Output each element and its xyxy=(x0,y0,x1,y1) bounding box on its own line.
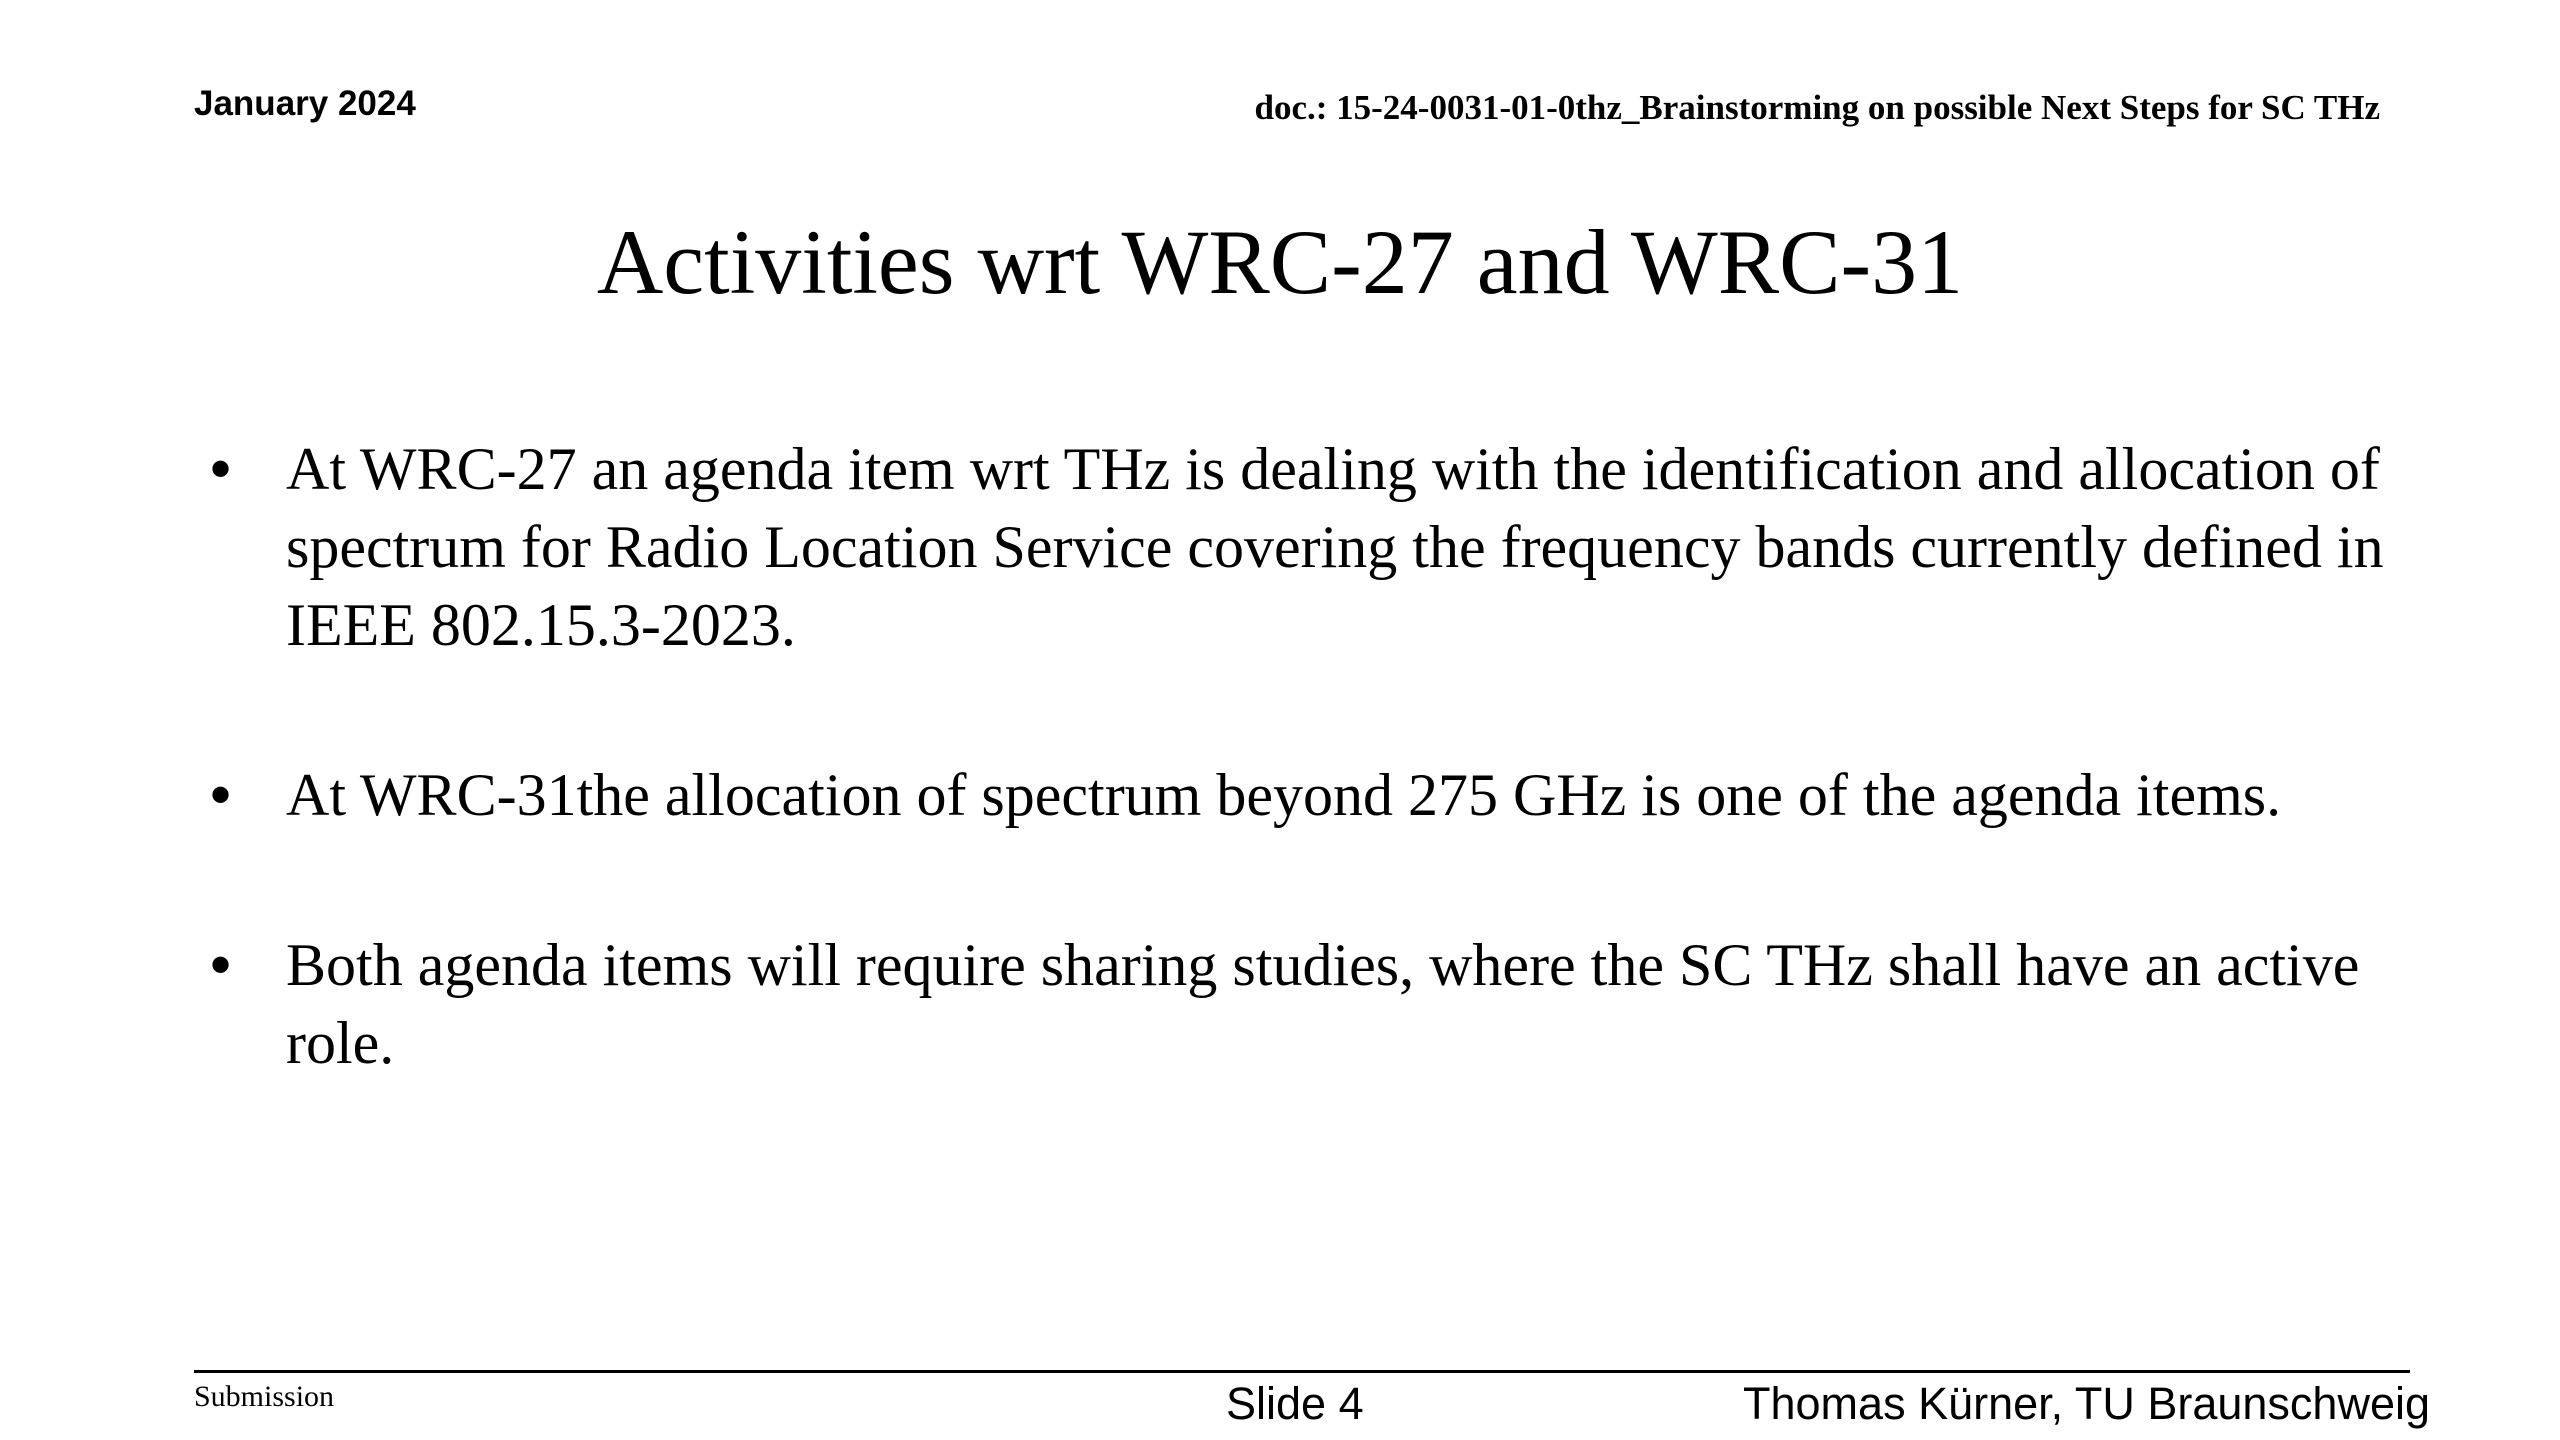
bullet-marker: • xyxy=(210,435,232,502)
bullet-item xyxy=(210,430,2410,664)
bullet-item xyxy=(210,756,2410,834)
bullet-list xyxy=(210,430,2410,1082)
bullet-text: At WRC-31the allocation of spectrum beyond 275 GHz is one of the agenda items. xyxy=(286,762,2282,828)
footer-submission: Submission xyxy=(194,1380,335,1413)
bullet-marker: • xyxy=(210,761,232,828)
footer-slide-number: Slide 4 xyxy=(1226,1378,1364,1429)
bullet-marker: • xyxy=(210,931,232,998)
header-doc-id: doc.: 15-24-0031-01-0thz_Brainstorming on possible Next Steps for SC THz xyxy=(1254,88,2380,127)
bullet-item xyxy=(210,926,2410,1082)
bullet-text: Both agenda items will require sharing studies, where the SC THz shall have an active role. xyxy=(286,932,2360,1076)
footer-author: Thomas Kürner, TU Braunschweig xyxy=(1743,1378,2430,1429)
bullet-text: At WRC-27 an agenda item wrt THz is dealing with the identification and allocation of spectrum for Radio Location Service covering the frequency bands currently defined in IEEE 802.15.3-2023. xyxy=(286,436,2384,658)
slide-title: Activities wrt WRC-27 and WRC-31 xyxy=(596,211,1964,313)
header-date: January 2024 xyxy=(194,84,416,123)
footer-divider xyxy=(194,1370,2410,1373)
